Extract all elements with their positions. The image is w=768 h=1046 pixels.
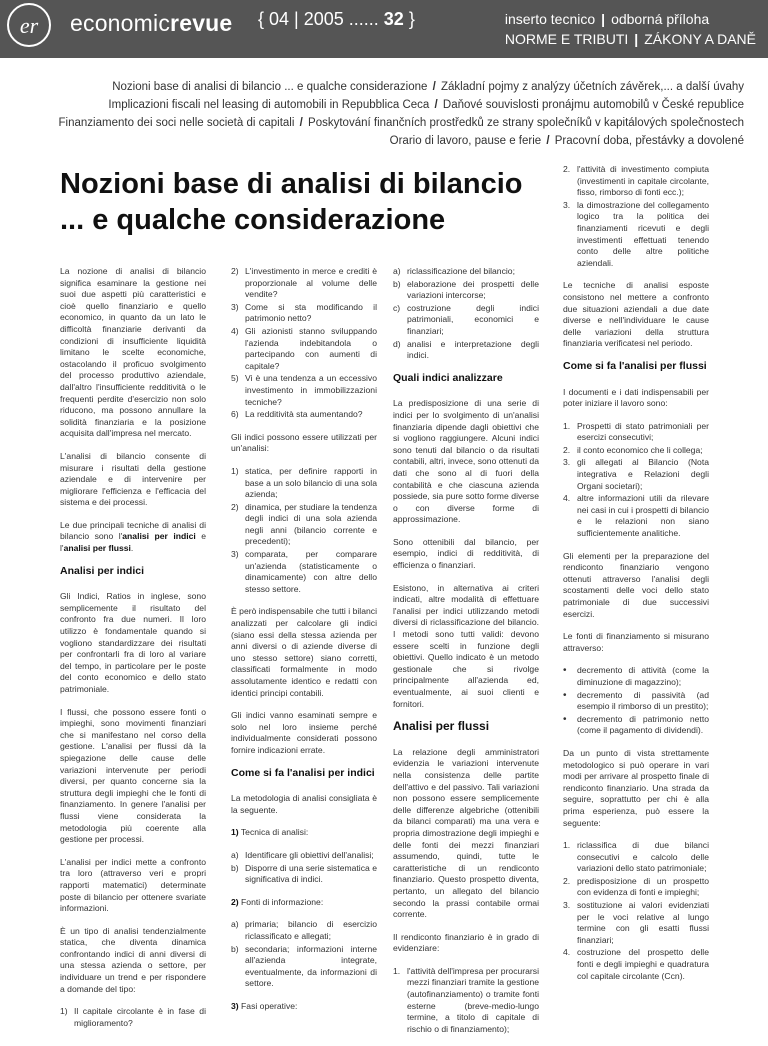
paragraph: Gli indici vanno esaminati sempre e solo nel loro insieme perché individualmente considerati possono fornire indicazioni errate. xyxy=(231,710,377,755)
column-1 xyxy=(60,266,206,1040)
method-step-list xyxy=(563,840,709,982)
paragraph: Gli elementi per la preparazione del rendiconto finanziario vengono ottenuti attraverso l'analisi degli scostamenti delle voci dello stato patrimoniale di due successivi esercizi. xyxy=(563,550,709,619)
list-item: • decremento di attività (come la diminuzione di magazzino); xyxy=(563,665,709,687)
svg-text:er: er xyxy=(19,13,39,38)
article-title: Nozioni base di analisi di bilancio ... e qualche considerazione xyxy=(60,168,523,236)
paragraph: È un tipo di analisi tendenzialmente statica, che diventa dinamica confrontando indici di anni diversi di una stessa azienda o settore, per individuare un trend e per rispondere a domande del tipo: xyxy=(60,925,206,994)
question-list xyxy=(60,1006,206,1029)
list-item: 1. l'attività dell'impresa per procurarsi mezzi finanziari tramite la gestione (autofinanziamento) o tramite fonti esterne (breve-medio-lungo termine, a titolo di capitale di rischio o di finanziamento); xyxy=(393,965,539,1034)
section-heading: Analisi per flussi xyxy=(393,719,490,734)
toc-entry: Nozioni base di analisi di bilancio ... e qualche considerazione / Základní pojmy z analýzy účetních závěrek,... a další úvahy xyxy=(112,81,744,93)
section-label: inserto tecnico | odborná příloha NORME E TRIBUTI | ZÁKONY A DANĚ xyxy=(504,11,756,47)
toc-entry: Orario di lavoro, pause e ferie / Pracovní doba, přestávky a dovolené xyxy=(389,135,744,147)
paragraph: Il rendiconto finanziario è in grado di evidenziare: xyxy=(393,931,539,954)
list-item: 1) Il capitale circolante è in fase di miglioramento? xyxy=(60,1006,206,1028)
evidence-list xyxy=(393,966,539,1036)
list-item: 2. il conto economico che li collega; xyxy=(563,444,703,455)
list-item: 3. sostituzione ai valori evidenziati per le voci relative al lungo termine con gli esatti flussi finanziari; xyxy=(563,900,709,945)
section-heading: Quali indici analizzare xyxy=(393,371,503,384)
list-item: 2. l'attività di investimento compiuta (investimenti in capitale circolante, fisso, rimborso di fonti ecc.); xyxy=(563,164,709,198)
list-item: 4) Gli azionisti stanno sviluppando l'azienda indebitandola o partecipando con aumenti di capitale? xyxy=(231,325,377,371)
list-item: 6) La redditività sta aumentando? xyxy=(231,409,363,420)
step-list xyxy=(393,266,539,362)
paragraph: I documenti e i dati indispensabili per poter iniziare il lavoro sono: xyxy=(563,386,709,409)
list-item: 3) Come si sta modificando il patrimonio netto? xyxy=(231,301,377,324)
step-list xyxy=(231,919,377,990)
list-item: a) primaria; bilancio di esercizio riclassificato e allegati; xyxy=(231,919,377,941)
list-item: c) costruzione degli indici patrimoniali, economici e finanziari; xyxy=(393,302,539,336)
toc-entry: Implicazioni fiscali nel leasing di automobili in Repubblica Ceca / Daňové souvislosti pronájmu automobilů v České republice xyxy=(108,99,744,111)
evidence-list xyxy=(563,164,709,269)
list-item: 2) dinamica, per studiare la tendenza degli indici di una sola azienda negli anni (bilancio corrente e precedenti); xyxy=(231,501,377,547)
document-list xyxy=(563,421,709,540)
funding-source-list xyxy=(563,665,709,737)
column-2 xyxy=(231,266,377,1023)
list-item: 4. costruzione del prospetto delle fonti e degli impieghi e quadratura col capitale circolante (Ccn). xyxy=(563,947,709,981)
toc-entry: Finanziamento dei soci nelle società di capitali / Poskytování finančních prostředků ze strany společníků v kapitálových společnostech xyxy=(58,117,744,129)
paragraph: Le due principali tecniche di analisi di bilancio sono l'analisi per indici e l'analisi per flussi. xyxy=(60,519,207,554)
paragraph: La nozione di analisi di bilancio significa esaminare la gestione nei suoi due aspetti più caratteristici e cioè quello finanziario e quello economico, in quanto da un lato le difficoltà finanziarie derivanti da condizioni di insufficiente liquidità limitano le scelte economiche, ostacolando il proficuo svolgimento del processo produttivo aziendale, dall'altro l'insufficiente redditività o le frequenti perdite d'esercizio non solo riducono, ma possono annullare la solidità finanziaria e la posizione acquisita dall'impresa nel mercato. xyxy=(60,266,206,439)
paragraph: L'analisi di bilancio consente di misurare i risultati della gestione aziendale e di intervenire per migliorare l'efficienza e l'efficacia del sistema e dei processi. xyxy=(60,450,206,508)
list-item: 3) comparata, per comparare un'azienda (statisticamente o dinamicamente) con altre dello stesso settore. xyxy=(231,549,377,594)
list-item: b) elaborazione dei prospetti delle variazioni intercorse; xyxy=(393,278,539,301)
paragraph: Da un punto di vista strettamente metodologico si può operare in vari modi per arrivare al prospetto finale di rendiconto finanziario. Una strada da seguire, soprattutto per chi è alla prima esperienza, può essere la seguente: xyxy=(563,747,709,828)
list-item: b) secondaria; informazioni interne all'azienda integrate, eventualmente, da informazioni di settore. xyxy=(231,943,377,989)
step-heading: 2) Fonti di informazione: xyxy=(231,896,324,907)
er-logo xyxy=(6,2,52,48)
step-heading: 1) Tecnica di analisi: xyxy=(231,827,309,838)
paragraph: Le tecniche di analisi esposte consistono nel mettere a confronto due situazioni aziendali a due date diverse e nell'individuare le cause delle variazioni della struttura finanziaria verificatesi nel periodo. xyxy=(563,280,709,349)
paragraph: È però indispensabile che tutti i bilanci analizzati per calcolare gli indici (siano essi della stessa azienda per anni diversi o di aziende diverse di uno stesso settore) siano corretti, classificati formalmente in modo assolutamente identico e redatti con identici principi contabili. xyxy=(231,606,377,698)
section-heading: Analisi per indici xyxy=(60,564,145,577)
page-header xyxy=(0,0,768,58)
question-list xyxy=(231,266,377,421)
paragraph: Sono ottenibili dal bilancio, per esempio, indici di redditività, di efficienza o finanziari. xyxy=(393,536,539,571)
list-item: 3. la dimostrazione del collegamento logico tra la politica dei finanziamenti ricevuti e degli investimenti effettuati tenendo conto delle altre politiche aziendali. xyxy=(563,199,709,268)
paragraph: La relazione degli amministratori evidenzia le variazioni intervenute nella consistenza delle partite dell'attivo e del passivo. Tali variazioni non possono essere semplicemente delle differenze algebriche (ottenibili da bilanci comparati) ma una vera e propria dimostrazione degli impieghi e delle fonti dei mezzi finanziari assumendo, quindi, tutte le caratteristiche di un rendiconto finanziario. Questo prospetto diventa, pertanto, un allegato del bilancio secondo la prassi contabile ormai corrente. xyxy=(393,746,539,920)
paragraph: Esistono, in alternativa ai criteri indicati, altre modalità di effettuare l'analisi per indici utilizzando metodi diversi di riclassificazione del bilancio. I metodi sono tutti validi: devono essere scelti in funzione degli obiettivi. Quello indicato è un metodo gestionale che si rivolge principalmente all'azienda ed, eventualmente, ai suoi clienti e fornitori. xyxy=(393,582,539,709)
step-list xyxy=(231,850,377,886)
list-item: • decremento di passività (ad esempio il rimborso di un prestito); xyxy=(563,689,709,712)
list-item: • decremento di patrimonio netto (come il pagamento di dividendi). xyxy=(563,713,709,736)
list-item: 1) statica, per definire rapporti in base a un solo bilancio di una sola azienda; xyxy=(231,465,377,500)
list-item: 2. predisposizione di un prospetto con evidenza di fonti e impieghi; xyxy=(563,875,709,898)
paragraph: L'analisi per indici mette a confronto tra loro (attraverso veri e propri rapporti matematici) determinate poste di bilancio per ottenere svariate informazioni. xyxy=(60,856,206,914)
column-4 xyxy=(563,164,709,993)
list-item: 1. riclassifica di due bilanci consecutivi e calcolo delle variazioni dello stato patrimoniale; xyxy=(563,840,709,874)
step-heading: 3) Fasi operative: xyxy=(231,1000,298,1011)
magazine-name: economicrevue xyxy=(70,10,233,36)
issue-info: { 04 | 2005 ...... 32 } xyxy=(258,9,415,29)
list-item: 1. Prospetti di stato patrimoniali per esercizi consecutivi; xyxy=(563,420,709,443)
paragraph: Le fonti di finanziamento si misurano attraverso: xyxy=(563,631,709,653)
paragraph: Gli indici possono essere utilizzati per un'analisi: xyxy=(231,431,377,454)
column-3 xyxy=(393,266,539,1046)
paragraph: I flussi, che possono essere fonti o impieghi, sono movimenti finanziari che si manifestano nel corso della gestione. L'analisi per flussi dà la spiegazione delle cause delle variazioni intervenute per periodi diversi, per quanto concerne sia la struttura degli impieghi che le fonti di finanziamento. In genere l'analisi per flussi viene considerata la metodologia più coerente alla gestione per processi. xyxy=(60,706,206,845)
list-item: 3. gli allegati al Bilancio (Nota integrativa e Relazioni degli Organi societari); xyxy=(563,457,709,491)
list-item: a) Identificare gli obiettivi dell'analisi; xyxy=(231,849,374,860)
paragraph: La metodologia di analisi consigliata è la seguente. xyxy=(231,793,377,815)
section-heading: Come si fa l'analisi per flussi xyxy=(563,359,707,372)
list-item: 4. altre informazioni utili da rilevare nei casi in cui i prospetti di bilancio e le relazioni non siano sufficientemente analitiche. xyxy=(563,493,709,539)
list-item: 5) Vi è una tendenza a un eccessivo investimento in immobilizzazioni tecniche? xyxy=(231,373,377,407)
list-item: 2) L'investimento in merce e crediti è proporzionale al volume delle vendite? xyxy=(231,266,377,300)
analysis-type-list xyxy=(231,466,377,596)
table-of-contents xyxy=(4,78,744,150)
list-item: b) Disporre di una serie sistematica e significativa di indici. xyxy=(231,862,377,885)
paragraph: La predisposizione di una serie di indici per lo svolgimento di un'analisi finanziaria dipende dagli obiettivi che si vogliono raggiungere. Alcuni indici sono tenuti dal bilancio o da risultati contabili, altri, invece, sono ottenuti da dati che sono al di fuori della contabilità e che ciascuna azienda possiede, sia pure sotto forme diverse o con diverse forme di approssimazione. xyxy=(393,398,539,525)
section-heading: Come si fa l'analisi per indici xyxy=(231,766,375,779)
list-item: d) analisi e interpretazione degli indici. xyxy=(393,338,539,361)
paragraph: Gli Indici, Ratios in inglese, sono semplicemente il risultato del confronto fra due numeri. Il loro utilizzo è fondamentale quando si vogliono standardizzare dei risultati per confrontarli fra di loro al variare del tempo, in particolare per le poste del conto economico e dello stato patrimoniale. xyxy=(60,591,206,694)
list-item: a) riclassificazione del bilancio; xyxy=(393,266,515,276)
